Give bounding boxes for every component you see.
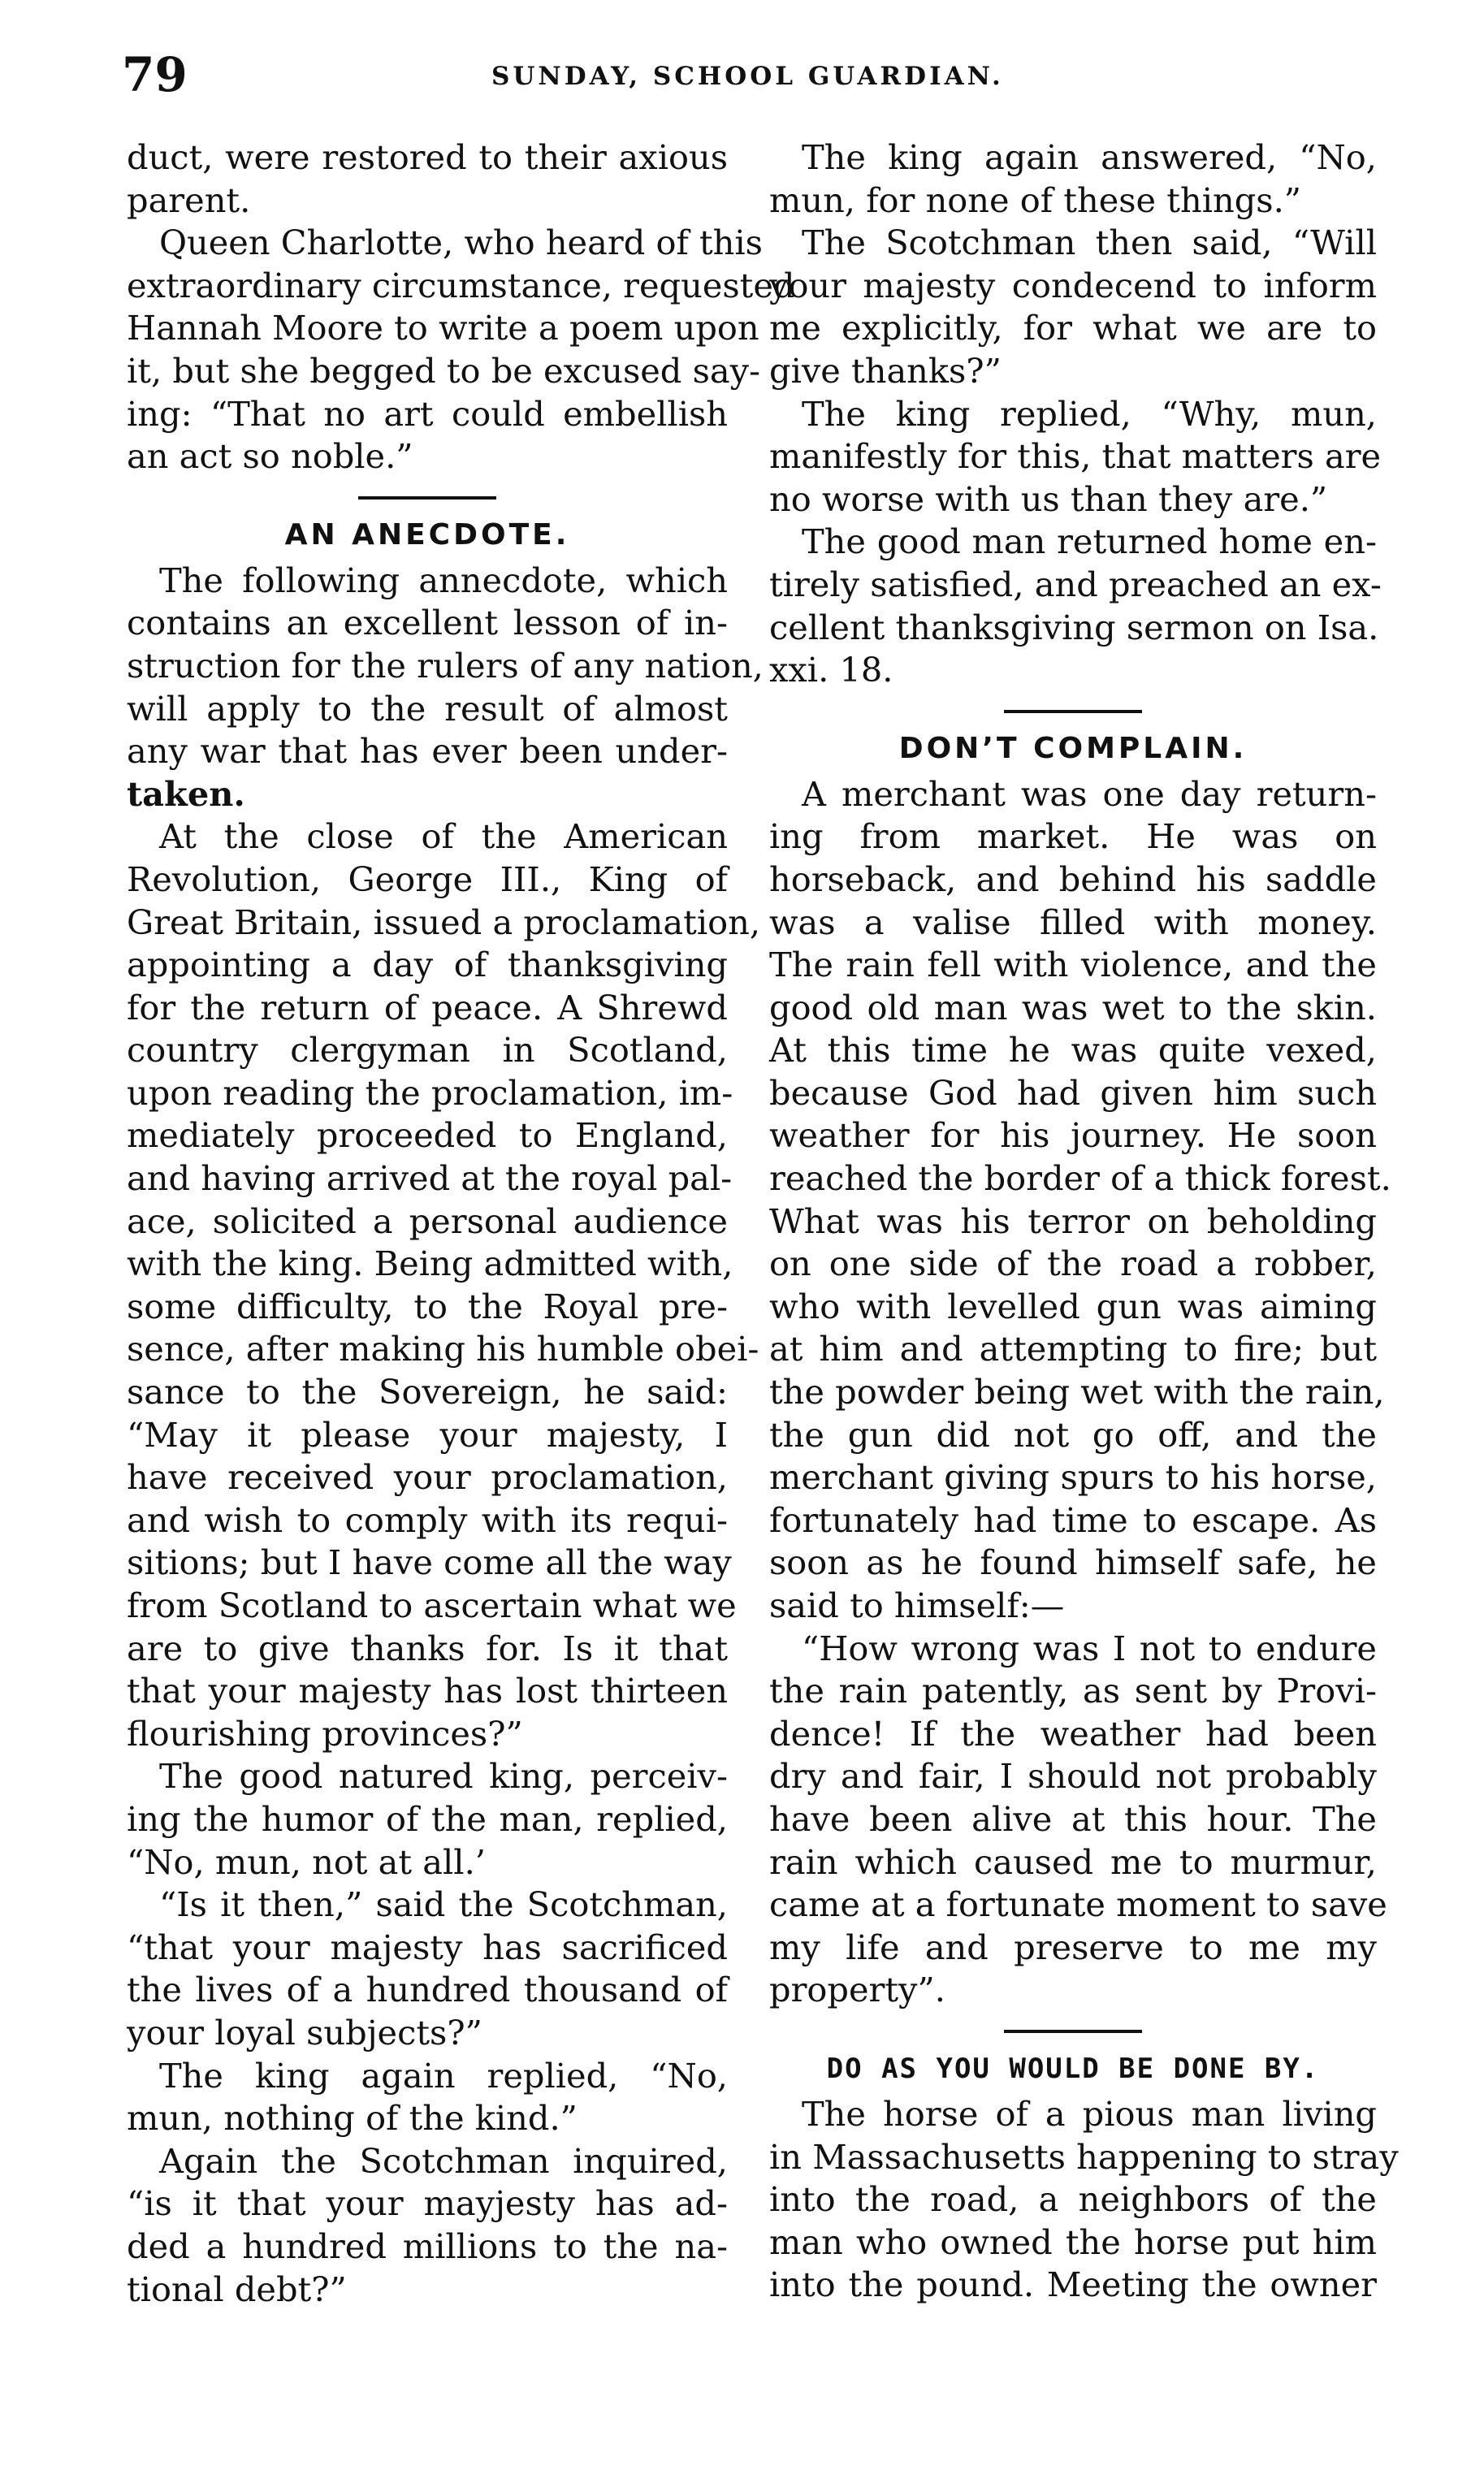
section-divider xyxy=(1004,710,1142,713)
text-line: At the close of the American xyxy=(159,816,728,857)
text-line: dry and fair, I should not probably xyxy=(769,1756,1377,1797)
text-line: from Scotland to ascertain what we xyxy=(127,1585,737,1625)
text-line: Great Britain, issued a proclamation, xyxy=(127,902,761,942)
text-line: Again the Scotchman inquired, xyxy=(159,2140,728,2181)
left-column xyxy=(127,136,795,2311)
text-line: merchant giving spurs to his horse, xyxy=(769,1457,1377,1498)
text-line: The king again replied, “No, xyxy=(159,2055,728,2096)
text-line: “No, mun, not at all.’ xyxy=(127,1841,486,1882)
text-line: At this time he was quite vexed, xyxy=(769,1030,1377,1071)
text-line: duct, were restored to their axious xyxy=(127,137,728,177)
text-line: the lives of a hundred thousand of xyxy=(127,1970,728,2010)
text-line: no worse with us than they are.” xyxy=(769,478,1328,519)
text-line: upon reading the proclamation, im- xyxy=(127,1072,733,1113)
text-line: sitions; but I have come all the way xyxy=(127,1542,732,1583)
text-line: the gun did not go off, and the xyxy=(769,1414,1377,1455)
section-heading-do-as-you-would: DO AS YOU WOULD BE DONE BY. xyxy=(826,2052,1320,2085)
text-line: A merchant was one day return- xyxy=(802,773,1377,814)
text-line: weather for his journey. He soon xyxy=(769,1115,1377,1156)
text-line: parent. xyxy=(127,180,251,220)
text-line: What was his terror on beholding xyxy=(769,1200,1377,1241)
section-divider xyxy=(358,496,496,500)
text-line: “is it that your mayjesty has ad- xyxy=(127,2183,728,2224)
text-line: your majesty condecend to inform xyxy=(769,265,1377,305)
text-line: The good natured king, perceiv- xyxy=(159,1756,728,1797)
text-line: will apply to the result of almost xyxy=(127,688,728,729)
text-line: it, but she begged to be excused say- xyxy=(127,350,761,391)
text-line: an act so noble.” xyxy=(127,436,413,477)
text-line: Queen Charlotte, who heard of this xyxy=(159,223,763,263)
text-line: tirely satisfied, and preached an ex- xyxy=(769,564,1382,604)
text-line: mediately proceeded to England, xyxy=(127,1115,728,1156)
text-line: with the king. Being admitted with, xyxy=(127,1244,733,1284)
text-line: fortunately had time to escape. As xyxy=(769,1499,1377,1540)
text-line: soon as he found himself safe, he xyxy=(769,1542,1377,1583)
text-line: have received your proclamation, xyxy=(127,1457,728,1498)
page-number: 79 xyxy=(122,47,188,102)
section-heading-dont-complain: DON’T COMPLAIN. xyxy=(898,731,1248,765)
text-line: The good man returned home en- xyxy=(802,521,1377,562)
right-column xyxy=(769,136,1399,2307)
text-line: The rain fell with violence, and the xyxy=(769,945,1377,985)
text-line: came at a fortunate moment to save xyxy=(769,1884,1387,1925)
text-line: give thanks?” xyxy=(769,350,1002,391)
journal-title: SUNDAY, SCHOOL GUARDIAN. xyxy=(491,62,1004,91)
section-divider xyxy=(1004,2030,1142,2033)
text-line: The king replied, “Why, mun, xyxy=(802,393,1377,434)
text-line: me explicitly, for what we are to xyxy=(769,308,1377,348)
text-line: because God had given him such xyxy=(769,1072,1377,1113)
text-line: man who owned the horse put him xyxy=(769,2221,1377,2262)
text-line: Revolution, George III., King of xyxy=(127,859,728,899)
text-line: ing from market. He was on xyxy=(769,816,1377,857)
text-line: sance to the Sovereign, he said: xyxy=(127,1372,728,1412)
text-line: good old man was wet to the skin. xyxy=(769,987,1377,1027)
text-line: your loyal subjects?” xyxy=(127,2012,482,2053)
text-line: reached the border of a thick forest. xyxy=(769,1158,1391,1199)
text-line: have been alive at this hour. The xyxy=(769,1798,1377,1839)
text-line: rain which caused me to murmur, xyxy=(769,1841,1377,1882)
text-line: for the return of peace. A Shrewd xyxy=(127,987,728,1027)
text-line: ace, solicited a personal audience xyxy=(127,1200,728,1241)
text-line: mun, nothing of the kind.” xyxy=(127,2098,578,2139)
text-line: into the road, a neighbors of the xyxy=(769,2179,1377,2220)
text-line: at him and attempting to fire; but xyxy=(769,1329,1377,1369)
text-line: mun, for none of these things.” xyxy=(769,180,1301,220)
text-line: ing: “That no art could embellish xyxy=(127,393,728,434)
text-line: who with levelled gun was aiming xyxy=(769,1286,1377,1326)
text-line: ded a hundred millions to the na- xyxy=(127,2226,728,2266)
text-line: on one side of the road a robber, xyxy=(769,1244,1377,1284)
text-line: was a valise filled with money. xyxy=(769,902,1377,942)
text-line: the powder being wet with the rain, xyxy=(769,1372,1385,1412)
text-line: sence, after making his humble obei- xyxy=(127,1329,759,1369)
text-line: are to give thanks for. Is it that xyxy=(127,1628,728,1668)
text-line: said to himself:— xyxy=(769,1585,1065,1625)
text-line: The horse of a pious man living xyxy=(802,2093,1377,2134)
text-line: contains an excellent lesson of in- xyxy=(127,603,728,643)
text-line: The following annecdote, which xyxy=(159,560,728,600)
text-line: any war that has ever been under- xyxy=(127,731,728,772)
text-line: extraordinary circumstance, requested xyxy=(127,265,795,305)
text-line: flourishing provinces?” xyxy=(127,1713,523,1754)
text-line: taken. xyxy=(127,773,245,814)
text-line: country clergyman in Scotland, xyxy=(127,1030,728,1071)
text-line: my life and preserve to me my xyxy=(769,1927,1377,1967)
text-line: Hannah Moore to write a poem upon xyxy=(127,308,759,348)
text-line: struction for the rulers of any nation, xyxy=(127,645,764,686)
text-line: manifestly for this, that matters are xyxy=(769,436,1382,477)
text-line: appointing a day of thanksgiving xyxy=(127,945,728,985)
section-heading-anecdote: AN ANECDOTE. xyxy=(284,517,570,552)
text-line: “May it please your majesty, I xyxy=(127,1414,728,1455)
text-line: dence! If the weather had been xyxy=(769,1713,1377,1754)
text-line: The king again answered, “No, xyxy=(802,137,1377,177)
text-line: property”. xyxy=(769,1970,945,2010)
text-line: xxi. 18. xyxy=(769,650,893,690)
text-line: the rain patently, as sent by Provi- xyxy=(769,1671,1377,1711)
running-head xyxy=(122,47,1389,102)
text-line: that your majesty has lost thirteen xyxy=(127,1671,728,1711)
text-line: ing the humor of the man, replied, xyxy=(127,1798,728,1839)
text-line: horseback, and behind his saddle xyxy=(769,859,1377,899)
text-line: and having arrived at the royal pal- xyxy=(127,1158,733,1199)
text-line: tional debt?” xyxy=(127,2269,347,2309)
text-line: into the pound. Meeting the owner xyxy=(769,2265,1377,2305)
text-line: in Massachusetts happening to stray xyxy=(769,2136,1399,2177)
text-line: cellent thanksgiving sermon on Isa. xyxy=(769,607,1379,647)
text-line: “that your majesty has sacrificed xyxy=(127,1927,728,1967)
text-line: and wish to comply with its requi- xyxy=(127,1499,728,1540)
text-line: The Scotchman then said, “Will xyxy=(802,223,1377,263)
text-line: some difficulty, to the Royal pre- xyxy=(127,1286,728,1326)
text-line: “How wrong was I not to endure xyxy=(802,1628,1377,1668)
text-line: “Is it then,” said the Scotchman, xyxy=(159,1884,728,1925)
